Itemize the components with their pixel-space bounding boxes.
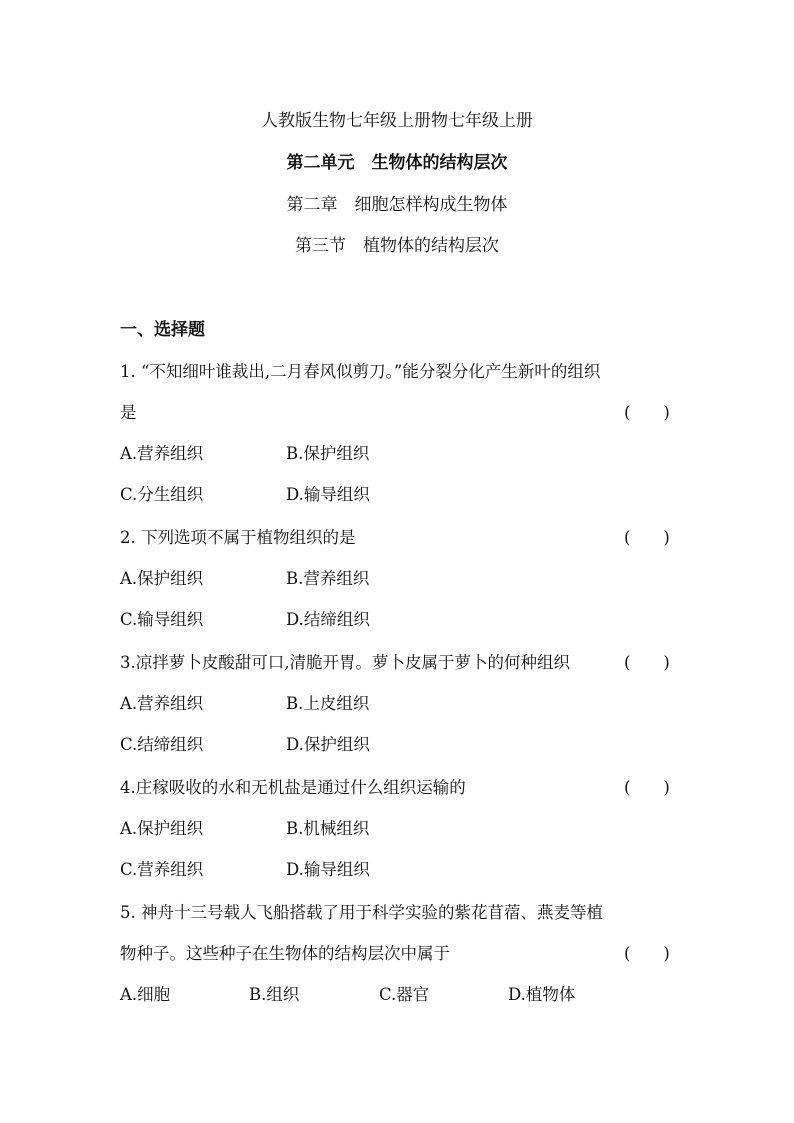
question-3-stem: 3.凉拌萝卜皮酸甜可口,清脆开胃。萝卜皮属于萝卜的何种组织 (120, 653, 570, 672)
question-3-option-c: C.结缔组织 (120, 735, 204, 754)
question-4-option-b: B.机械组织 (286, 819, 370, 838)
question-5-option-c: C.器官 (379, 985, 430, 1004)
question-4-answer-blank[interactable]: ( ) (624, 778, 670, 797)
question-1-option-c: C.分生组织 (120, 485, 204, 504)
section-heading: 第三节 植物体的结构层次 (295, 236, 499, 256)
question-3-option-d: D.保护组织 (286, 735, 370, 754)
question-section-title: 一、选择题 (120, 320, 205, 340)
question-2-stem: 2. 下列选项不属于植物组织的是 (120, 528, 356, 547)
question-4-stem: 4.庄稼吸收的水和无机盐是通过什么组织运输的 (120, 778, 466, 797)
question-5-stem-cont: 物种子。这些种子在生物体的结构层次中属于 (120, 944, 450, 963)
question-2-answer-blank[interactable]: ( ) (624, 528, 670, 547)
question-5-option-b: B.组织 (249, 985, 300, 1004)
question-3-answer-blank[interactable]: ( ) (624, 653, 670, 672)
question-3-option-b: B.上皮组织 (286, 694, 370, 713)
question-1-option-d: D.输导组织 (286, 485, 370, 504)
unit-title: 第二单元 生物体的结构层次 (286, 153, 508, 173)
question-4-option-c: C.营养组织 (120, 860, 204, 879)
question-5-stem: 5. 神舟十三号载人飞船搭载了用于科学实验的紫花苜蓿、燕麦等植 (120, 903, 603, 922)
question-1-stem: 1. “不知细叶谁裁出,二月春风似剪刀。”能分裂分化产生新叶的组织 (120, 362, 601, 381)
book-title: 人教版生物七年级上册物七年级上册 (261, 111, 533, 131)
question-1-option-b: B.保护组织 (286, 444, 370, 463)
question-1-stem-cont: 是 (120, 403, 137, 422)
question-5-option-a: A.细胞 (120, 985, 171, 1004)
question-3-option-a: A.营养组织 (120, 694, 204, 713)
question-1-option-a: A.营养组织 (120, 444, 204, 463)
question-2-option-a: A.保护组织 (120, 569, 204, 588)
question-5-option-d: D.植物体 (508, 985, 576, 1004)
question-2-option-c: C.输导组织 (120, 610, 204, 629)
question-4-option-d: D.输导组织 (286, 860, 370, 879)
question-2-option-d: D.结缔组织 (286, 610, 370, 629)
question-1-answer-blank[interactable]: ( ) (624, 403, 670, 422)
question-2-option-b: B.营养组织 (286, 569, 370, 588)
question-4-option-a: A.保护组织 (120, 819, 204, 838)
chapter-title: 第二章 细胞怎样构成生物体 (286, 195, 508, 215)
question-5-answer-blank[interactable]: ( ) (624, 944, 670, 963)
